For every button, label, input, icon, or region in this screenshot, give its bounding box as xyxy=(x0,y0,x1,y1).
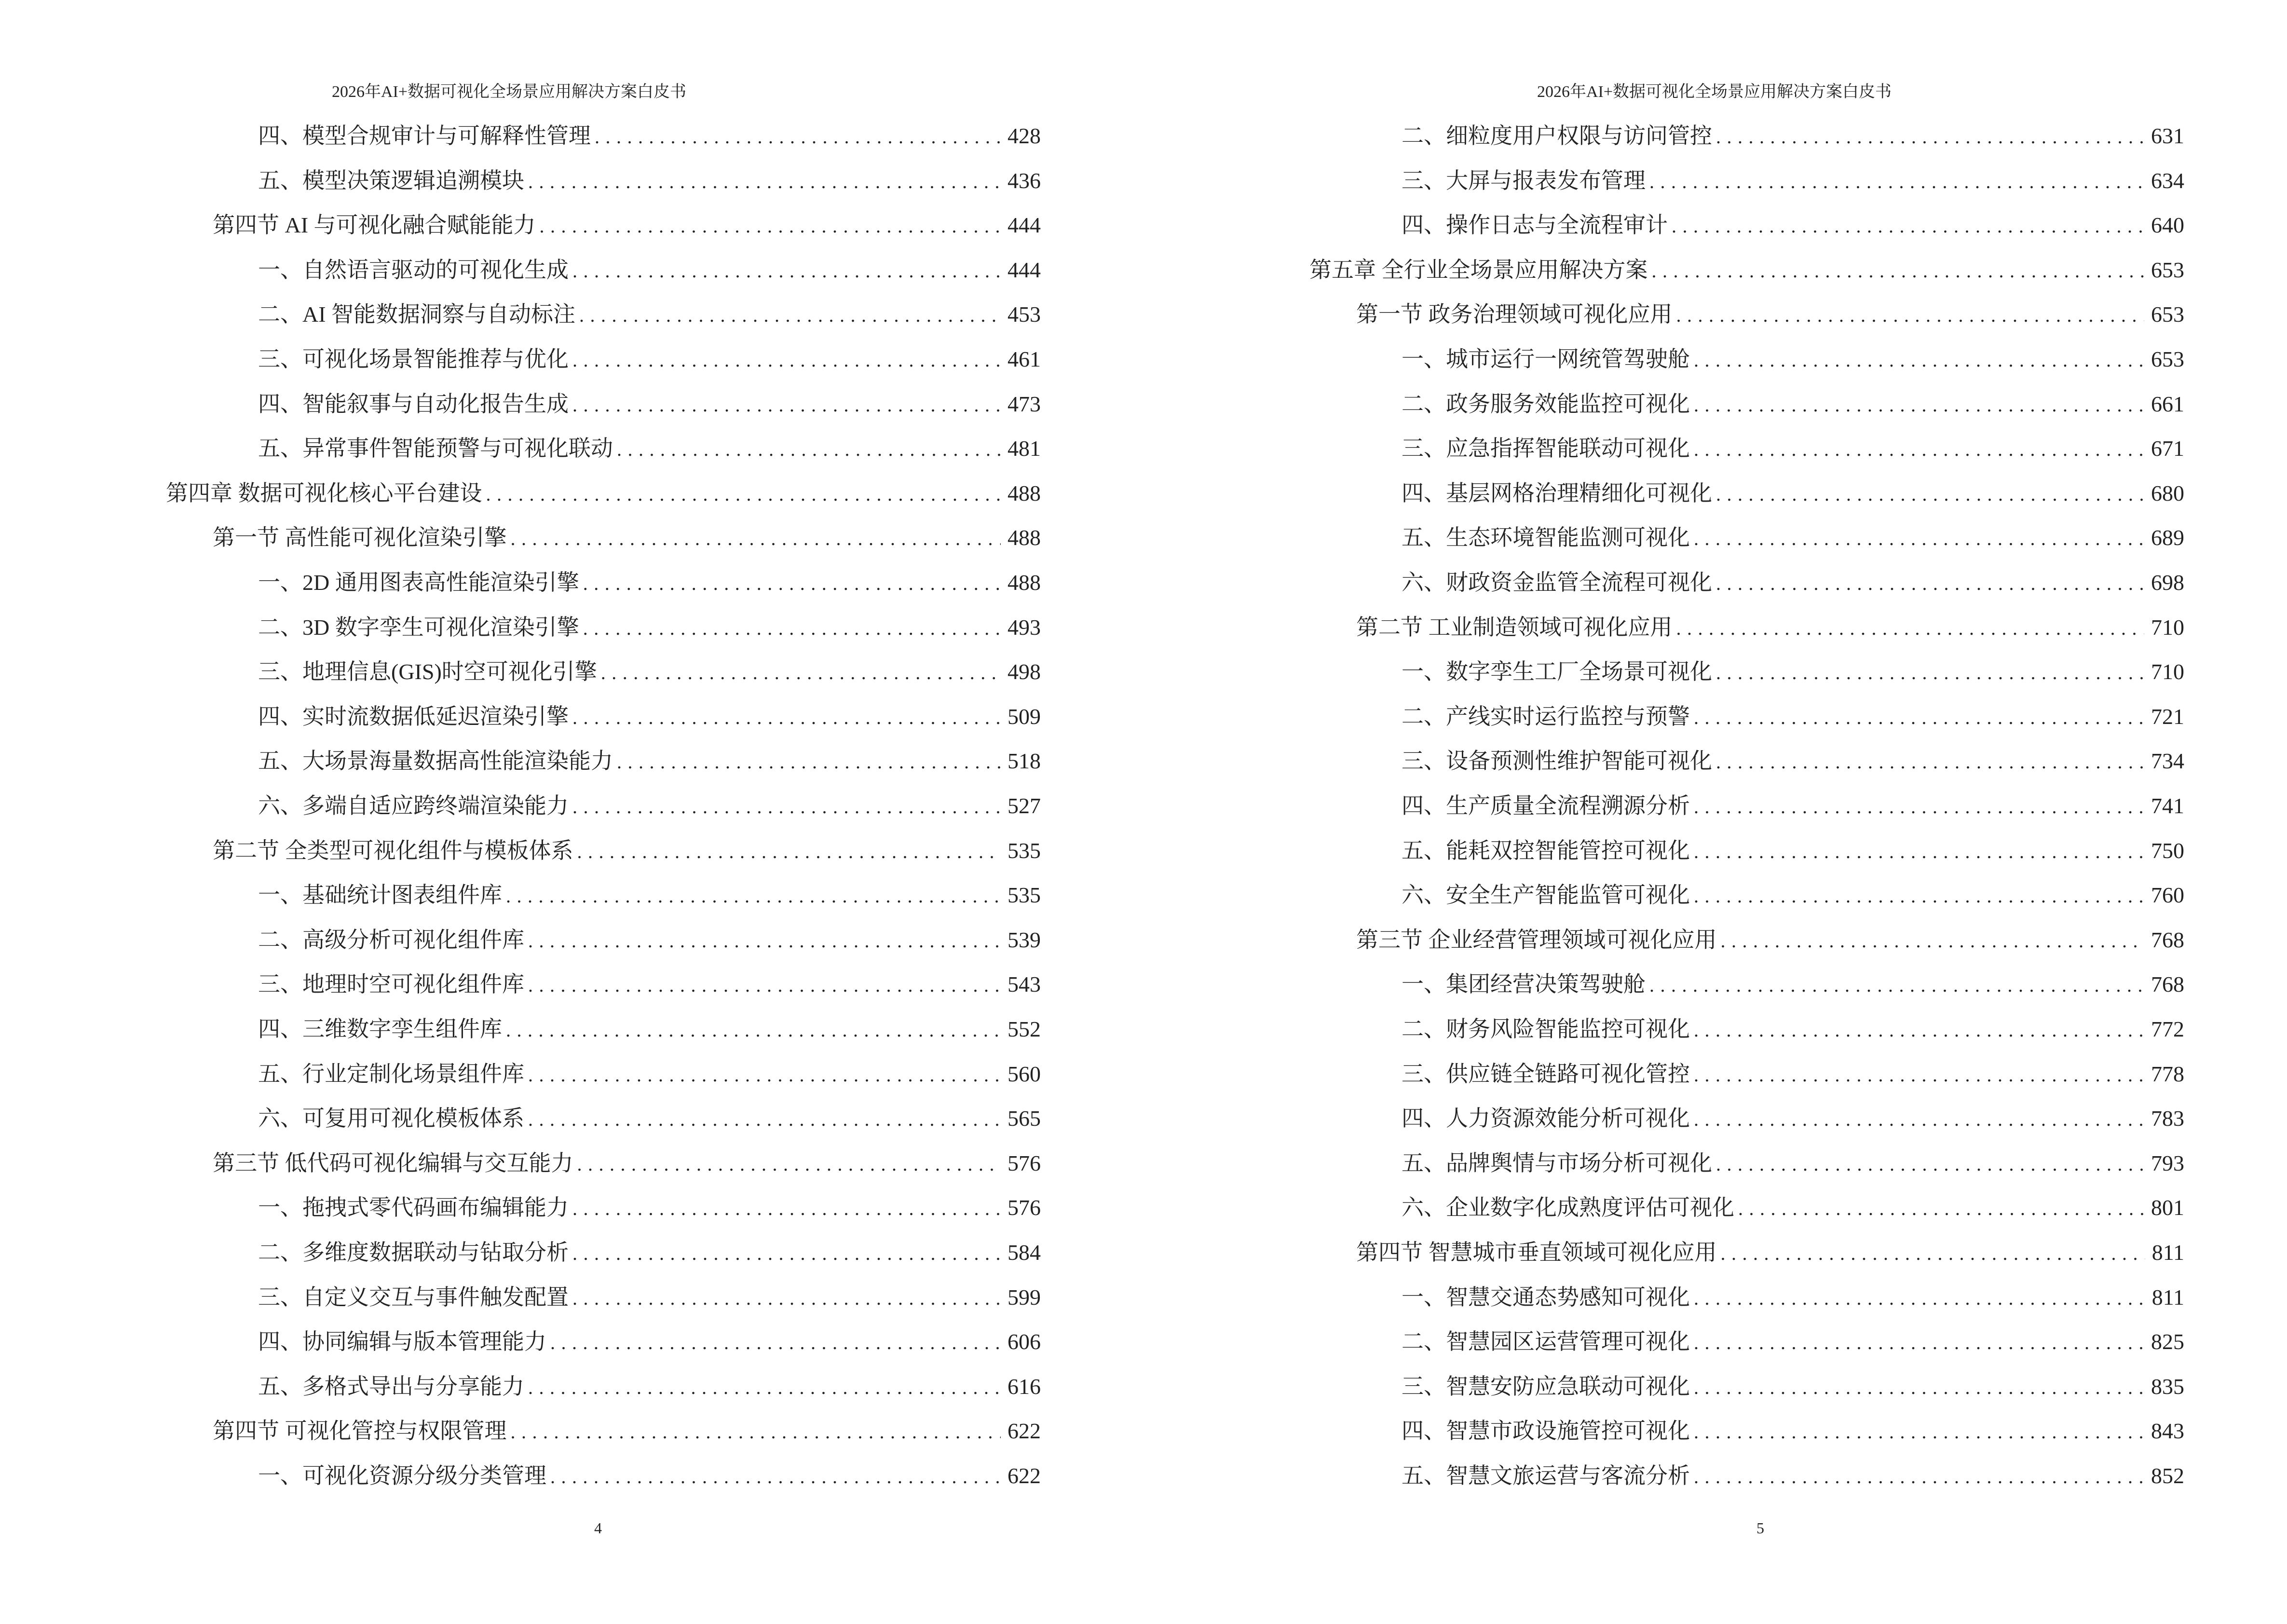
toc-list xyxy=(1144,0,2287,1624)
toc-entry-item[interactable] xyxy=(1402,118,2184,147)
toc-entry-page: 640 xyxy=(2151,213,2184,238)
dot-leader xyxy=(572,394,1001,416)
toc-entry-title: 二、细粒度用户权限与访问管控 xyxy=(1402,123,1712,148)
dot-leader xyxy=(540,215,1001,237)
toc-entry-title: 四、模型合规审计与可解释性管理 xyxy=(258,123,591,148)
toc-entry-title: 六、可复用可视化模板体系 xyxy=(258,1106,524,1131)
toc-entry-item[interactable] xyxy=(1402,1190,2184,1219)
toc-entry-title: 六、财政资金监管全流程可视化 xyxy=(1402,570,1712,595)
toc-entry-title: 三、智慧安防应急联动可视化 xyxy=(1402,1374,1690,1399)
toc-entry-title: 第二节 工业制造领域可视化应用 xyxy=(1356,614,1673,640)
toc-entry-page: 710 xyxy=(2151,659,2184,684)
dot-leader xyxy=(1694,706,2144,729)
toc-entry-page: 811 xyxy=(2151,1284,2184,1310)
page-right xyxy=(1144,0,2287,1624)
toc-entry-item[interactable] xyxy=(258,654,1041,683)
toc-entry-title: 一、可视化资源分级分类管理 xyxy=(258,1463,546,1488)
toc-entry-title: 第二节 全类型可视化组件与模板体系 xyxy=(213,838,573,863)
toc-entry-title: 五、模型决策逻辑追溯模块 xyxy=(258,168,524,193)
toc-entry-title: 三、可视化场景智能推荐与优化 xyxy=(258,347,569,371)
toc-entry-page: 473 xyxy=(1007,391,1041,416)
toc-entry-page: 698 xyxy=(2151,570,2184,595)
dot-leader xyxy=(1738,1197,2144,1220)
toc-entry-page: 653 xyxy=(2151,347,2184,371)
dot-leader xyxy=(511,527,1001,550)
toc-entry-page: 488 xyxy=(1007,525,1041,550)
dot-leader xyxy=(528,1376,1001,1399)
toc-entry-title: 二、智慧园区运营管理可视化 xyxy=(1402,1329,1690,1354)
dot-leader xyxy=(577,840,1001,863)
dot-leader xyxy=(1694,1064,2144,1086)
toc-entry-title: 一、自然语言驱动的可视化生成 xyxy=(258,257,569,282)
toc-entry-item[interactable] xyxy=(258,565,1041,594)
toc-entry-title: 五、品牌舆情与市场分析可视化 xyxy=(1402,1150,1712,1175)
toc-entry-item[interactable] xyxy=(258,610,1041,639)
dot-leader xyxy=(595,125,1001,148)
toc-entry-page: 710 xyxy=(2151,614,2184,640)
toc-entry-page: 661 xyxy=(2151,391,2184,416)
toc-entry-page: 444 xyxy=(1007,257,1041,282)
dot-leader xyxy=(1694,1108,2144,1131)
toc-entry-title: 二、3D 数字孪生可视化渲染引擎 xyxy=(258,614,579,640)
toc-entry-page: 811 xyxy=(2151,1240,2184,1265)
toc-entry-item[interactable] xyxy=(258,1190,1041,1219)
dot-leader xyxy=(601,661,1001,684)
toc-entry-title: 第一节 政务治理领域可视化应用 xyxy=(1356,302,1673,327)
dot-leader xyxy=(1649,974,2144,996)
dot-leader xyxy=(1652,259,2145,282)
toc-entry-page: 539 xyxy=(1007,927,1041,952)
toc-entry-page: 835 xyxy=(2151,1374,2184,1399)
dot-leader xyxy=(1716,125,2144,148)
toc-entry-title: 第四节 AI 与可视化融合赋能能力 xyxy=(213,213,536,238)
dot-leader xyxy=(511,1420,1001,1443)
toc-entry-item[interactable] xyxy=(258,743,1041,772)
toc-entry-item[interactable] xyxy=(258,1458,1041,1487)
toc-entry-item[interactable] xyxy=(1402,341,2184,370)
dot-leader xyxy=(1716,751,2144,773)
running-head: 2026年AI+数据可视化全场景应用解决方案白皮书 xyxy=(331,83,687,101)
running-head: 2026年AI+数据可视化全场景应用解决方案白皮书 xyxy=(1537,83,1892,101)
toc-entry-section[interactable] xyxy=(213,207,1041,236)
toc-entry-item[interactable] xyxy=(258,1011,1041,1040)
toc-entry-page: 689 xyxy=(2151,525,2184,550)
toc-entry-page: 721 xyxy=(2151,704,2184,729)
toc-entry-page: 793 xyxy=(2151,1150,2184,1175)
toc-entry-page: 493 xyxy=(1007,614,1041,640)
dot-leader xyxy=(1694,438,2144,461)
dot-leader xyxy=(572,349,1001,371)
toc-entry-title: 三、自定义交互与事件触发配置 xyxy=(258,1284,569,1310)
toc-entry-title: 第三节 企业经营管理领域可视化应用 xyxy=(1356,927,1717,952)
toc-entry-title: 五、生态环境智能监测可视化 xyxy=(1402,525,1690,550)
toc-entry-title: 六、多端自适应跨终端渲染能力 xyxy=(258,793,569,818)
toc-entry-title: 五、大场景海量数据高性能渲染能力 xyxy=(258,749,613,774)
toc-entry-title: 四、生产质量全流程溯源分析 xyxy=(1402,793,1690,818)
dot-leader xyxy=(583,572,1001,595)
toc-entry-page: 584 xyxy=(1007,1240,1041,1265)
dot-leader xyxy=(1694,1376,2144,1399)
toc-entry-item[interactable] xyxy=(1402,1101,2184,1130)
dot-leader xyxy=(1694,1019,2144,1041)
toc-entry-item[interactable] xyxy=(1402,788,2184,817)
toc-entry-page: 671 xyxy=(2151,436,2184,461)
dot-leader xyxy=(1716,572,2144,595)
toc-entry-item[interactable] xyxy=(258,922,1041,951)
toc-entry-page: 543 xyxy=(1007,972,1041,997)
toc-entry-item[interactable] xyxy=(1402,520,2184,549)
toc-entry-page: 843 xyxy=(2151,1419,2184,1444)
toc-entry-title: 一、拖拽式零代码画布编辑能力 xyxy=(258,1195,569,1220)
toc-entry-item[interactable] xyxy=(1402,699,2184,728)
toc-entry-title: 二、政务服务效能监控可视化 xyxy=(1402,391,1690,416)
toc-entry-title: 三、大屏与报表发布管理 xyxy=(1402,168,1646,193)
toc-entry-item[interactable] xyxy=(258,1101,1041,1130)
toc-entry-page: 852 xyxy=(2151,1463,2184,1488)
toc-entry-page: 801 xyxy=(2151,1195,2184,1220)
dot-leader xyxy=(572,706,1001,729)
toc-entry-page: 680 xyxy=(2151,480,2184,505)
toc-entry-section[interactable] xyxy=(213,520,1041,549)
dot-leader xyxy=(1694,349,2144,371)
dot-leader xyxy=(1721,1242,2145,1265)
toc-entry-page: 453 xyxy=(1007,302,1041,327)
toc-entry-page: 498 xyxy=(1007,659,1041,684)
toc-entry-page: 606 xyxy=(1007,1329,1041,1354)
toc-entry-page: 488 xyxy=(1007,480,1041,505)
toc-entry-page: 436 xyxy=(1007,168,1041,193)
dot-leader xyxy=(572,1197,1001,1220)
toc-entry-title: 第四章 数据可视化核心平台建设 xyxy=(166,480,482,505)
toc-entry-title: 四、实时流数据低延迟渲染引擎 xyxy=(258,704,569,729)
toc-entry-item[interactable] xyxy=(258,967,1041,996)
toc-entry-title: 三、地理信息(GIS)时空可视化引擎 xyxy=(258,659,597,684)
toc-entry-page: 428 xyxy=(1007,123,1041,148)
toc-entry-title: 四、智慧市政设施管控可视化 xyxy=(1402,1419,1690,1444)
toc-entry-title: 一、2D 通用图表高性能渲染引擎 xyxy=(258,570,579,595)
dot-leader xyxy=(577,1153,1001,1175)
toc-entry-page: 622 xyxy=(1007,1419,1041,1444)
toc-entry-item[interactable] xyxy=(1402,476,2184,505)
dot-leader xyxy=(1694,1331,2144,1354)
toc-entry-item[interactable] xyxy=(258,1056,1041,1085)
dot-leader xyxy=(1694,885,2144,907)
toc-entry-item[interactable] xyxy=(258,699,1041,728)
toc-entry-item[interactable] xyxy=(258,1280,1041,1309)
toc-entry-page: 535 xyxy=(1007,883,1041,908)
toc-entry-title: 二、AI 智能数据洞察与自动标注 xyxy=(258,302,576,327)
toc-entry-page: 778 xyxy=(2151,1061,2184,1086)
toc-entry-page: 527 xyxy=(1007,793,1041,818)
toc-entry-page: 825 xyxy=(2151,1329,2184,1354)
toc-entry-page: 535 xyxy=(1007,838,1041,863)
toc-entry-item[interactable] xyxy=(1402,877,2184,906)
dot-leader xyxy=(617,438,1001,461)
toc-entry-item[interactable] xyxy=(1402,565,2184,594)
toc-entry-page: 488 xyxy=(1007,570,1041,595)
toc-entry-title: 三、供应链全链路可视化管控 xyxy=(1402,1061,1690,1086)
dot-leader xyxy=(1716,661,2144,684)
dot-leader xyxy=(1716,483,2144,505)
dot-leader xyxy=(1721,929,2145,952)
dot-leader xyxy=(1694,394,2144,416)
toc-entry-page: 616 xyxy=(1007,1374,1041,1399)
toc-entry-item[interactable] xyxy=(1402,833,2184,862)
toc-entry-item[interactable] xyxy=(258,877,1041,906)
toc-entry-title: 二、高级分析可视化组件库 xyxy=(258,927,524,952)
toc-entry-section[interactable] xyxy=(213,833,1041,862)
toc-entry-title: 四、操作日志与全流程审计 xyxy=(1402,213,1668,238)
dot-leader xyxy=(528,1108,1001,1131)
toc-entry-title: 二、财务风险智能监控可视化 xyxy=(1402,1017,1690,1041)
toc-entry-item[interactable] xyxy=(1402,431,2184,460)
toc-entry-item[interactable] xyxy=(258,386,1041,415)
dot-leader xyxy=(486,483,1001,505)
dot-leader xyxy=(1676,617,2145,640)
toc-entry-item[interactable] xyxy=(258,118,1041,147)
toc-entry-item[interactable] xyxy=(1402,1324,2184,1353)
toc-entry-item[interactable] xyxy=(1402,1280,2184,1309)
dot-leader xyxy=(579,304,1001,327)
toc-entry-page: 576 xyxy=(1007,1150,1041,1175)
dot-leader xyxy=(617,751,1001,773)
toc-entry-page: 461 xyxy=(1007,347,1041,371)
toc-entry-section[interactable] xyxy=(213,1413,1041,1442)
toc-entry-title: 一、集团经营决策驾驶舱 xyxy=(1402,972,1646,997)
dot-leader xyxy=(1694,1420,2144,1443)
toc-entry-title: 一、数字孪生工厂全场景可视化 xyxy=(1402,659,1712,684)
toc-entry-title: 四、协同编辑与版本管理能力 xyxy=(258,1329,546,1354)
toc-entry-title: 一、城市运行一网统管驾驶舱 xyxy=(1402,347,1690,371)
toc-entry-page: 518 xyxy=(1007,749,1041,774)
toc-entry-page: 622 xyxy=(1007,1463,1041,1488)
toc-entry-page: 653 xyxy=(2151,257,2184,282)
toc-entry-page: 631 xyxy=(2151,123,2184,148)
dot-leader xyxy=(1694,527,2144,550)
toc-entry-title: 第三节 低代码可视化编辑与交互能力 xyxy=(213,1150,573,1175)
dot-leader xyxy=(1716,1153,2144,1175)
toc-entry-item[interactable] xyxy=(1402,1369,2184,1398)
toc-entry-item[interactable] xyxy=(1402,1011,2184,1040)
toc-entry-title: 六、企业数字化成熟度评估可视化 xyxy=(1402,1195,1734,1220)
dot-leader xyxy=(550,1331,1001,1354)
dot-leader xyxy=(506,1019,1001,1041)
toc-entry-page: 552 xyxy=(1007,1017,1041,1041)
toc-entry-title: 五、智慧文旅运营与客流分析 xyxy=(1402,1463,1690,1488)
toc-entry-item[interactable] xyxy=(1402,1413,2184,1442)
toc-entry-chapter[interactable] xyxy=(166,476,1041,505)
dot-leader xyxy=(1694,1465,2144,1488)
toc-entry-page: 741 xyxy=(2151,793,2184,818)
toc-entry-page: 783 xyxy=(2151,1106,2184,1131)
toc-entry-page: 734 xyxy=(2151,749,2184,774)
toc-entry-chapter[interactable] xyxy=(1309,252,2184,281)
toc-entry-title: 三、地理时空可视化组件库 xyxy=(258,972,524,997)
toc-entry-item[interactable] xyxy=(1402,654,2184,683)
toc-entry-section[interactable] xyxy=(213,1146,1041,1174)
toc-entry-item[interactable] xyxy=(1402,386,2184,415)
dot-leader xyxy=(572,259,1001,282)
toc-entry-item[interactable] xyxy=(1402,1056,2184,1085)
toc-entry-item[interactable] xyxy=(1402,207,2184,236)
dot-leader xyxy=(572,795,1001,818)
toc-entry-item[interactable] xyxy=(258,1235,1041,1264)
toc-entry-page: 599 xyxy=(1007,1284,1041,1310)
dot-leader xyxy=(1672,215,2144,237)
toc-entry-title: 第五章 全行业全场景应用解决方案 xyxy=(1309,257,1648,282)
toc-entry-title: 六、安全生产智能监管可视化 xyxy=(1402,883,1690,908)
toc-entry-section[interactable] xyxy=(1356,1235,2184,1264)
toc-entry-item[interactable] xyxy=(258,297,1041,326)
toc-entry-page: 768 xyxy=(2151,972,2184,997)
toc-entry-page: 760 xyxy=(2151,883,2184,908)
dot-leader xyxy=(1694,840,2144,863)
toc-entry-title: 一、智慧交通态势感知可视化 xyxy=(1402,1284,1690,1310)
toc-entry-item[interactable] xyxy=(258,163,1041,192)
toc-entry-page: 772 xyxy=(2151,1017,2184,1041)
dot-leader xyxy=(572,1242,1001,1265)
toc-entry-title: 五、行业定制化场景组件库 xyxy=(258,1061,524,1086)
dot-leader xyxy=(528,1064,1001,1086)
toc-entry-item[interactable] xyxy=(258,1324,1041,1353)
page-number: 5 xyxy=(1756,1519,1764,1537)
toc-entry-item[interactable] xyxy=(1402,163,2184,192)
toc-entry-page: 576 xyxy=(1007,1195,1041,1220)
dot-leader xyxy=(550,1465,1001,1488)
toc-entry-title: 四、智能叙事与自动化报告生成 xyxy=(258,391,569,416)
toc-entry-page: 560 xyxy=(1007,1061,1041,1086)
dot-leader xyxy=(583,617,1001,640)
dot-leader xyxy=(1694,795,2144,818)
toc-entry-item[interactable] xyxy=(258,341,1041,370)
toc-entry-section[interactable] xyxy=(1356,610,2184,639)
toc-entry-title: 五、多格式导出与分享能力 xyxy=(258,1374,524,1399)
toc-entry-title: 二、多维度数据联动与钻取分析 xyxy=(258,1240,569,1265)
toc-entry-title: 第四节 可视化管控与权限管理 xyxy=(213,1419,507,1444)
toc-entry-page: 653 xyxy=(2151,302,2184,327)
toc-entry-title: 三、设备预测性维护智能可视化 xyxy=(1402,749,1712,774)
toc-entry-title: 五、能耗双控智能管控可视化 xyxy=(1402,838,1690,863)
toc-entry-section[interactable] xyxy=(1356,297,2184,326)
toc-entry-title: 一、基础统计图表组件库 xyxy=(258,883,502,908)
toc-entry-item[interactable] xyxy=(1402,1458,2184,1487)
toc-entry-page: 768 xyxy=(2151,927,2184,952)
dot-leader xyxy=(528,929,1001,952)
toc-entry-item[interactable] xyxy=(258,788,1041,817)
page-number: 4 xyxy=(594,1519,602,1537)
toc-entry-page: 444 xyxy=(1007,213,1041,238)
toc-entry-title: 二、产线实时运行监控与预警 xyxy=(1402,704,1690,729)
dot-leader xyxy=(572,1287,1001,1310)
dot-leader xyxy=(1649,170,2144,193)
toc-entry-title: 第四节 智慧城市垂直领域可视化应用 xyxy=(1356,1240,1717,1265)
toc-entry-item[interactable] xyxy=(258,1369,1041,1398)
toc-entry-item[interactable] xyxy=(1402,1146,2184,1174)
dot-leader xyxy=(1676,304,2145,327)
toc-entry-page: 750 xyxy=(2151,838,2184,863)
toc-entry-title: 四、三维数字孪生组件库 xyxy=(258,1017,502,1041)
toc-entry-item[interactable] xyxy=(258,431,1041,460)
toc-entry-title: 三、应急指挥智能联动可视化 xyxy=(1402,436,1690,461)
toc-entry-page: 634 xyxy=(2151,168,2184,193)
toc-entry-title: 五、异常事件智能预警与可视化联动 xyxy=(258,436,613,461)
dot-leader xyxy=(528,170,1001,193)
dot-leader xyxy=(506,885,1001,907)
toc-entry-page: 481 xyxy=(1007,436,1041,461)
dot-leader xyxy=(528,974,1001,996)
toc-entry-page: 509 xyxy=(1007,704,1041,729)
toc-entry-item[interactable] xyxy=(1402,743,2184,772)
toc-entry-section[interactable] xyxy=(1356,922,2184,951)
dot-leader xyxy=(1694,1287,2145,1310)
toc-entry-title: 四、人力资源效能分析可视化 xyxy=(1402,1106,1690,1131)
toc-entry-page: 565 xyxy=(1007,1106,1041,1131)
toc-entry-title: 第一节 高性能可视化渲染引擎 xyxy=(213,525,507,550)
toc-entry-item[interactable] xyxy=(1402,967,2184,996)
toc-entry-title: 四、基层网格治理精细化可视化 xyxy=(1402,480,1712,505)
toc-entry-item[interactable] xyxy=(258,252,1041,281)
